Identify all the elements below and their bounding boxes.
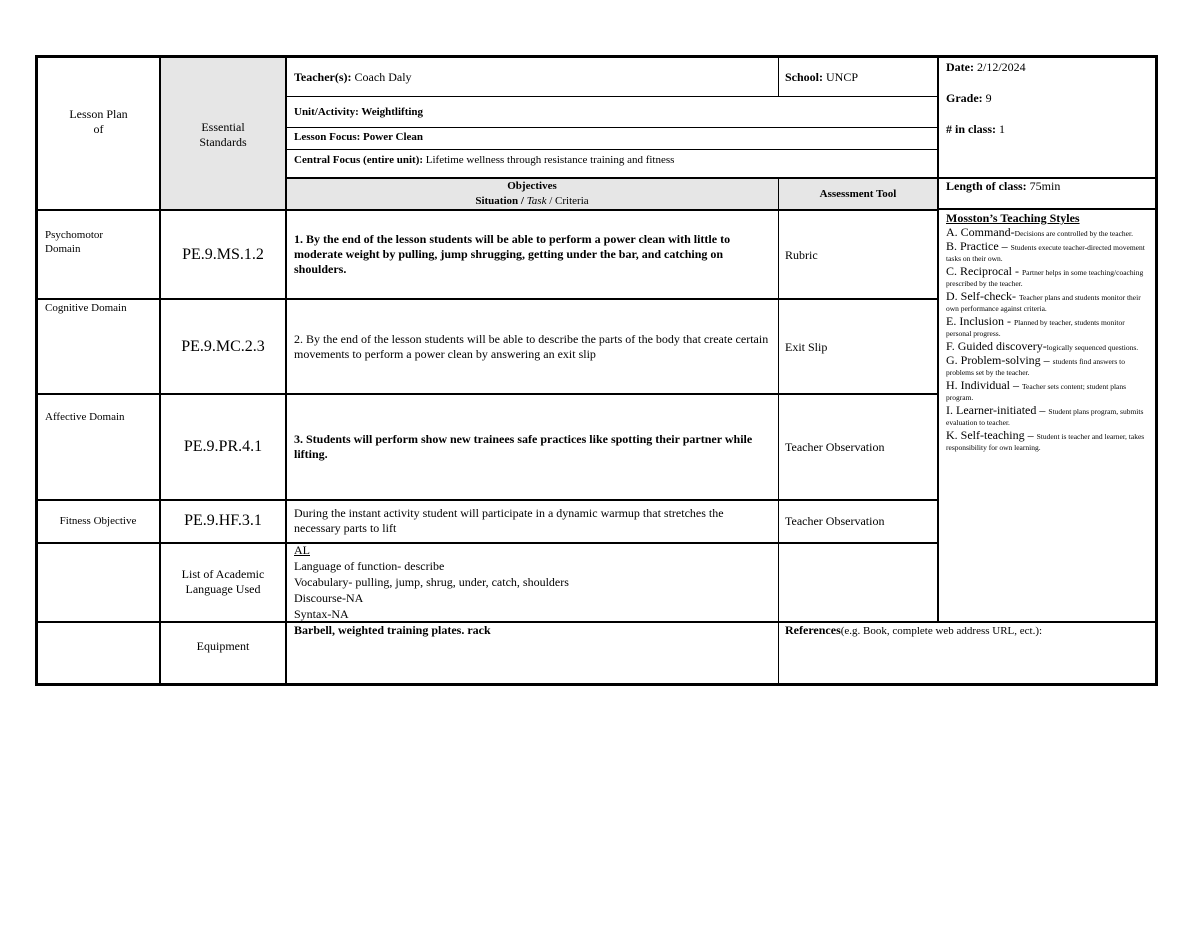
- academic-language-label: List of Academic Language Used: [181, 567, 265, 596]
- lesson-focus-field: Lesson Focus: Power Clean: [294, 131, 424, 143]
- length-of-class-field: Length of class: 75min: [946, 179, 1061, 193]
- grid-line: [286, 96, 937, 97]
- teacher-field: Teacher(s): Coach Daly: [294, 70, 412, 84]
- essential-standards-label: Essential Standards: [199, 120, 247, 149]
- domain-label: Affective Domain: [45, 411, 125, 423]
- academic-language-line: Language of function- describe: [294, 559, 445, 573]
- grid-line: [778, 178, 779, 684]
- grade-field: Grade: 9: [946, 91, 992, 105]
- grid-line: [286, 127, 937, 128]
- grid-line: [286, 149, 937, 150]
- grid-line: [937, 57, 939, 622]
- academic-language-line: Discourse-NA: [294, 591, 364, 605]
- teaching-styles-list: [946, 227, 1150, 455]
- date-field: Date: 2/12/2024: [946, 60, 1026, 74]
- equipment-label: Equipment: [196, 639, 250, 653]
- unit-activity-field: Unit/Activity: Weightlifting: [294, 106, 424, 118]
- grid-line: [778, 57, 779, 97]
- domain-label: Psychomotor Domain: [45, 229, 104, 255]
- standard-code: PE.9.MC.2.3: [181, 338, 265, 355]
- teaching-style-item: I. Learner-initiated – Student plans program, submits evaluation to teacher.: [946, 403, 1144, 427]
- teaching-style-item: G. Problem-solving – students find answers to problems set by the teacher.: [946, 353, 1125, 377]
- assessment-value: Teacher Observation: [785, 440, 885, 454]
- grid-line: [37, 393, 937, 395]
- teaching-styles-title: Mosston’s Teaching Styles: [946, 211, 1080, 225]
- academic-language-line: Syntax-NA: [294, 607, 349, 621]
- assessment-value: Teacher Observation: [785, 514, 885, 528]
- objective-text: 2. By the end of the lesson students will be able to describe the parts of the body that create certain movements to perform a power clean by answering an exit slip: [294, 332, 769, 361]
- objective-text: 1. By the end of the lesson students will be able to perform a power clean with little to moderate weight by pulling, jump shrugging, getting under the bar, and catching on shoulders.: [294, 232, 731, 276]
- grid-line: [285, 57, 287, 684]
- teaching-style-item: C. Reciprocal - Partner helps in some teaching/coaching prescribed by the teacher.: [946, 264, 1144, 288]
- assessment-value: Exit Slip: [785, 340, 828, 354]
- assessment-tool-header: Assessment Tool: [819, 188, 897, 200]
- school-field: School: UNCP: [785, 70, 859, 84]
- standard-code: PE.9.PR.4.1: [183, 438, 263, 455]
- objective-text: 3. Students will perform show new trainees safe practices like spotting their partner while lifting.: [294, 432, 753, 461]
- references-field: References(e.g. Book, complete web address URL, ect.):: [785, 623, 1043, 637]
- domain-label: Cognitive Domain: [45, 302, 127, 314]
- assessment-value: Rubric: [785, 248, 818, 262]
- in-class-field: # in class: 1: [946, 122, 1006, 136]
- teaching-style-item: E. Inclusion - Planned by teacher, students monitor personal progress.: [946, 314, 1125, 338]
- standard-code: PE.9.HF.3.1: [184, 512, 262, 529]
- grid-line: [37, 542, 937, 544]
- teaching-style-item: B. Practice – Students execute teacher-directed movement tasks on their own.: [946, 239, 1145, 263]
- equipment-value: Barbell, weighted training plates. rack: [294, 623, 491, 637]
- objectives-subtitle: Situation / Task / Criteria: [475, 195, 589, 207]
- objectives-title: Objectives: [507, 180, 557, 192]
- lesson-plan-of-label: Lesson Plan of: [69, 107, 128, 136]
- objective-text: During the instant activity student will participate in a dynamic warmup that stretches the necessary parts to lift: [294, 506, 724, 535]
- teaching-style-item: H. Individual – Teacher sets content; student plans program.: [946, 378, 1127, 402]
- academic-language-line: Vocabulary- pulling, jump, shrug, under, catch, shoulders: [294, 575, 569, 589]
- grid-line: [37, 499, 937, 501]
- central-focus-field: Central Focus (entire unit): Lifetime wellness through resistance training and fitness: [294, 154, 675, 166]
- teaching-style-item: D. Self-check- Teacher plans and students monitor their own performance against criteria.: [946, 289, 1141, 313]
- teaching-style-item: F. Guided discovery-logically sequenced questions.: [946, 339, 1139, 353]
- teaching-style-item: A. Command-Decisions are controlled by the teacher.: [946, 225, 1133, 239]
- academic-language-heading: AL: [294, 543, 310, 557]
- domain-label: Fitness Objective: [59, 515, 137, 527]
- grid-line: [937, 208, 1156, 210]
- teaching-style-item: K. Self-teaching – Student is teacher and learner, takes responsibility for own learning.: [946, 428, 1145, 452]
- grid-line: [37, 209, 937, 211]
- standard-code: PE.9.MS.1.2: [182, 246, 264, 263]
- grid-line: [37, 298, 937, 300]
